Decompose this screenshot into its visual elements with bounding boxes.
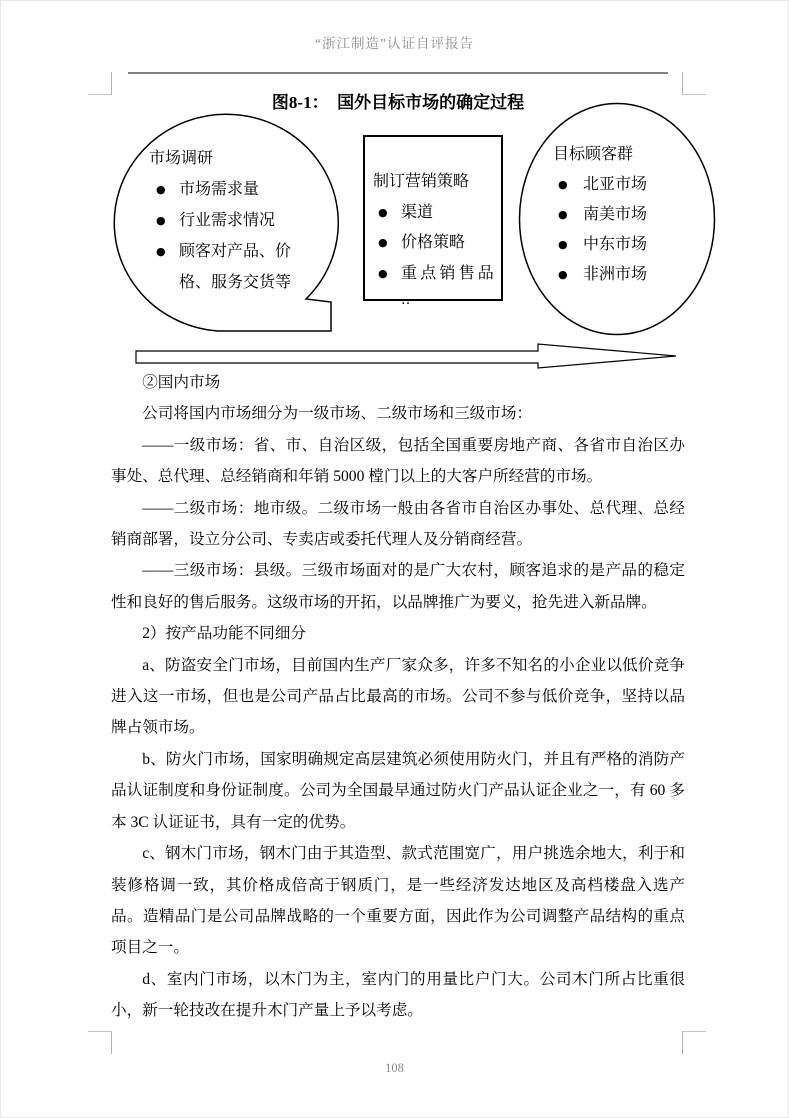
rectangle-content [373, 167, 497, 313]
list-item-label: 南美市场 [583, 206, 648, 223]
bubble-title: 市场调研 [149, 150, 214, 167]
list-item [553, 200, 683, 230]
bubble-content [149, 143, 295, 298]
header-rule [128, 72, 668, 74]
paragraph: ——三级市场：县级。三级市场面对的是广大农村，顾客追求的是产品的稳定性和良好的售后服务。这级市场的开拓，以品牌推广为要义，抢先进入新品牌。 [111, 562, 685, 611]
paragraph: c、钢木门市场，钢木门由于其造型、款式范围宽广，用户挑选余地大，利于和装修格调一致，其价格成倍高于钢质门，是一些经济发达地区及高档楼盘入选产品。造精品门是公司品牌战略的一个重要方面，因此作为公司调整产品结构的重点项目之一。 [111, 845, 685, 957]
bullet-icon: ● [558, 178, 568, 191]
list-item-label: 顾客对产品、价格、服务交货等 [179, 243, 292, 291]
list-item [553, 170, 683, 200]
page-boundary-mark-bottom-left [88, 1031, 112, 1054]
bullet-icon: ● [558, 208, 568, 221]
list-item [553, 230, 683, 260]
paragraph: ——一级市场：省、市、自治区级，包括全国重要房地产商、各省市自治区办事处、总代理、总经销商和年销 5000 樘门以上的大客户所经营的市场。 [111, 436, 685, 486]
list-item-label: 非洲市场 [583, 266, 648, 283]
list-item-continuation: ‥ [401, 293, 411, 308]
bullet-icon: ● [378, 205, 388, 219]
paragraph: 2）按产品功能不同细分 [142, 625, 306, 643]
list-item-label: 价格策略 [401, 234, 466, 251]
page-number: 108 [385, 1061, 404, 1075]
bullet-icon: ● [156, 214, 166, 227]
paragraph: b、防火门市场，国家明确规定高层建筑必须使用防火门，并且有严格的消防产品认证制度和身份证制度。公司为全国最早通过防火门产品认证企业之一，有 60 多本 3C 认证证书，具有一定的优势。 [111, 750, 685, 831]
list-item-label: 渠道 [401, 203, 434, 221]
bullet-icon: ● [378, 266, 388, 280]
list-item-label: 北亚市场 [583, 176, 648, 193]
list-item-label: 行业需求情况 [179, 212, 276, 229]
list-item-label: 市场需求量 [179, 181, 260, 198]
list-item [553, 260, 683, 290]
rectangle-title: 制订营销策略 [373, 173, 470, 190]
paragraph: ——二级市场：地市级。二级市场一般由各省市自治区办事处、总代理、总经销商部署，设立分公司、专卖店或委托代理人及分销商经营。 [111, 499, 685, 549]
header-title: “浙江制造”认证自评报告 [315, 36, 474, 51]
paragraph: a、防盗安全门市场，目前国内生产厂家众多，许多不知名的小企业以低价竞争进入这一市场，但也是公司产品占比最高的市场。公司不参与低价竞争，坚持以品牌占领市场。 [111, 656, 685, 737]
bullet-icon: ● [558, 268, 568, 281]
paragraph: d、室内门市场，以木门为主，室内门的用量比户门大。公司木门所占比重很小，新一轮技改在提升木门产量上予以考虑。 [111, 970, 685, 1020]
bullet-icon: ● [378, 236, 388, 249]
ellipse-title: 目标顾客群 [553, 146, 634, 163]
document-body [111, 367, 685, 1027]
list-item-label: 重点销售品 [401, 264, 498, 282]
bullet-icon: ● [558, 238, 568, 251]
paragraph: 公司将国内市场细分为一级市场、二级市场和三级市场： [142, 405, 533, 423]
paragraph: ②国内市场 [142, 374, 221, 391]
page-footer [1, 1061, 788, 1076]
ellipse-content [553, 140, 683, 290]
page-boundary-mark-bottom-right [682, 1031, 706, 1054]
page-header [1, 32, 788, 52]
figure-title: 图8-1： 国外目标市场的确定过程 [271, 93, 525, 112]
list-item [373, 228, 497, 259]
list-item-label: 中东市场 [583, 236, 648, 253]
list-item [149, 236, 295, 298]
bullet-icon: ● [156, 245, 166, 258]
list-item [373, 198, 497, 229]
bullet-icon: ● [156, 183, 166, 196]
list-item [149, 174, 295, 205]
list-item [149, 205, 295, 236]
page-boundary-mark-top-right [682, 72, 706, 95]
list-item [373, 259, 497, 290]
page-boundary-mark-top-left [88, 72, 112, 95]
